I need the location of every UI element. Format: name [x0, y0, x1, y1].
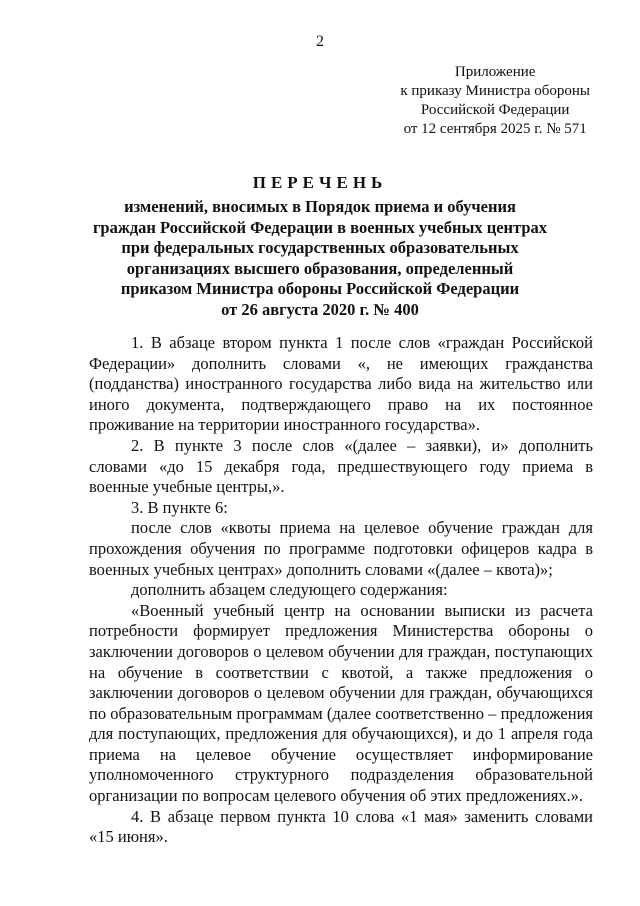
subtitle-line-2: граждан Российской Федерации в военных учебных центрах	[92, 217, 548, 237]
paragraph-item-4: 4. В абзаце первом пункта 10 слова «1 мая» заменить словами «15 июня».	[89, 806, 593, 847]
subtitle-line-6: от 26 августа 2020 г. № 400	[221, 299, 419, 319]
subtitle-line-3: при федеральных государственных образовательных	[121, 238, 519, 257]
appendix-block	[400, 63, 590, 139]
appendix-line-4: от 12 сентября 2025 г. № 571	[403, 121, 587, 137]
subtitle-line-4: организациях высшего образования, определенный	[126, 258, 514, 278]
paragraph-item-3-part-1: после слов «квоты приема на целевое обучение граждан для прохождения обучения по программе подготовки офицеров кадра в военных учебных центрах» дополнить словами «(далее – квота)»;	[89, 518, 593, 579]
paragraph-item-1: 1. В абзаце втором пункта 1 после слов «граждан Российской Федерации» дополнить словами «, не имеющих гражданства (подданства) иностранного государства либо вида на жительство или иного документа, подтверждающего право на их постоянное проживание на территории иностранного государства».	[89, 333, 593, 435]
paragraph-quoted-text: «Военный учебный центр на основании выписки из расчета потребности формирует предложения Министерства обороны о заключении договоров о целевом обучении для граждан, поступающих на обучение в соответствии с квотой, а также предложения о заключении договоров о целевом обучении для граждан, обучающихся по образовательным программам (далее соответственно – предложения для поступающих, предложения для обучающихся), и до 1 апреля года приема на целевое обучение осуществляет информирование уполномоченного структурного подразделения образовательной организации по вопросам целевого обучения об этих предложениях.».	[89, 600, 593, 806]
document-subtitle	[60, 197, 580, 320]
appendix-line-3: Российской Федерации	[420, 102, 570, 118]
document-body	[89, 333, 593, 848]
appendix-line-2: к приказу Министра обороны	[400, 83, 590, 99]
paragraph-item-2: 2. В пункте 3 после слов «(далее – заявки), и» дополнить словами «до 15 декабря года, предшествующего году приема в военные учебные центры,».	[89, 435, 593, 497]
document-title: ПЕРЕЧЕНЬ	[252, 173, 388, 192]
paragraph-item-3: 3. В пункте 6:	[131, 497, 228, 517]
subtitle-line-1: изменений, вносимых в Порядок приема и обучения	[124, 197, 516, 216]
appendix-line-1: Приложение	[454, 64, 536, 80]
page-number: 2	[316, 33, 324, 50]
subtitle-line-5: приказом Министра обороны Российской Федерации	[120, 279, 520, 298]
paragraph-item-3-part-2: дополнить абзацем следующего содержания:	[131, 580, 448, 600]
